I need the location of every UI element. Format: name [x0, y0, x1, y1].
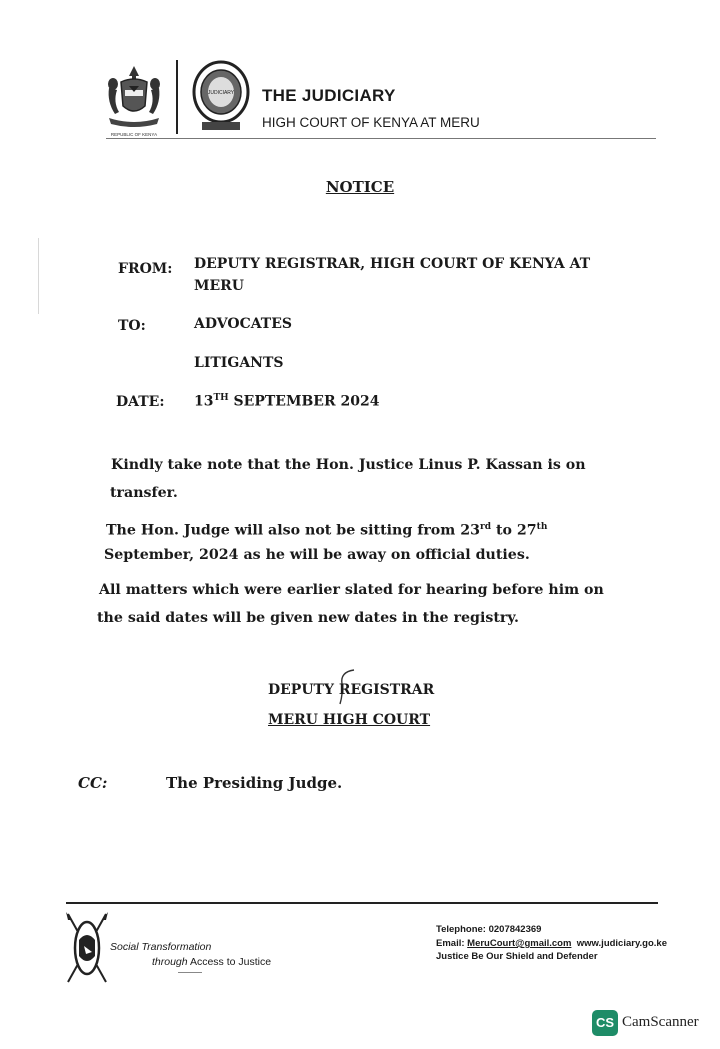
seal-text: JUDICIARY — [207, 90, 235, 96]
footer-website-link[interactable]: www.judiciary.go.ke — [576, 938, 667, 949]
footer-email-line: Email: MeruCourt@gmail.com www.judiciary.go.ke — [436, 938, 667, 949]
coat-caption: REPUBLIC OF KENYA — [110, 132, 158, 137]
footer-motto: Justice Be Our Shield and Defender — [436, 951, 598, 962]
notice-title: NOTICE — [325, 178, 395, 196]
paragraph-3-line-1: All matters which were earlier slated for hearing before him on — [99, 582, 604, 598]
date-value: 13TH SEPTEMBER 2024 — [194, 393, 380, 410]
from-value-line1: DEPUTY REGISTRAR, HIGH COURT OF KENYA AT — [194, 256, 591, 272]
footer-rule — [66, 902, 658, 904]
from-label: FROM: — [118, 261, 173, 277]
footer-slogan-line1: Social Transformation — [110, 941, 212, 953]
from-value-line2: MERU — [194, 278, 245, 294]
date-label: DATE: — [116, 394, 165, 410]
paragraph-2-line-2: September, 2024 as he will be away on official duties. — [104, 547, 530, 563]
kenya-coat-of-arms-icon — [103, 62, 165, 138]
paragraph-1-line-1: Kindly take note that the Hon. Justice Linus P. Kassan is on — [111, 457, 586, 473]
judiciary-title: THE JUDICIARY — [262, 86, 396, 105]
signatory-title: DEPUTY REGISTRAR — [268, 682, 435, 698]
footer-telephone: Telephone: 0207842369 — [436, 924, 542, 935]
letterhead-divider — [176, 60, 178, 134]
cc-label: CC: — [78, 774, 108, 792]
cc-value: The Presiding Judge. — [166, 774, 343, 792]
judiciary-seal-icon — [190, 58, 252, 134]
signatory-court: MERU HIGH COURT — [268, 712, 431, 728]
to-value-advocates: ADVOCATES — [194, 316, 293, 332]
shield-spears-icon — [62, 910, 112, 986]
court-name: HIGH COURT OF KENYA AT MERU — [262, 115, 480, 130]
camscanner-logo-icon: CS — [592, 1010, 618, 1036]
footer-email-link[interactable]: MeruCourt@gmail.com — [467, 938, 572, 949]
paragraph-1-line-2: transfer. — [110, 485, 178, 501]
scan-artifact — [38, 238, 39, 314]
camscanner-label: CamScanner — [622, 1014, 699, 1030]
letterhead-rule — [106, 138, 656, 139]
paragraph-3-line-2: the said dates will be given new dates in the registry. — [97, 610, 519, 626]
to-label: TO: — [118, 318, 146, 334]
footer-slogan-line2: through Access to Justice — [152, 956, 272, 968]
footer-slogan-dash — [178, 972, 202, 973]
to-value-litigants: LITIGANTS — [194, 355, 284, 371]
paragraph-2-line-1: The Hon. Judge will also not be sitting from 23rd to 27th — [106, 522, 548, 539]
